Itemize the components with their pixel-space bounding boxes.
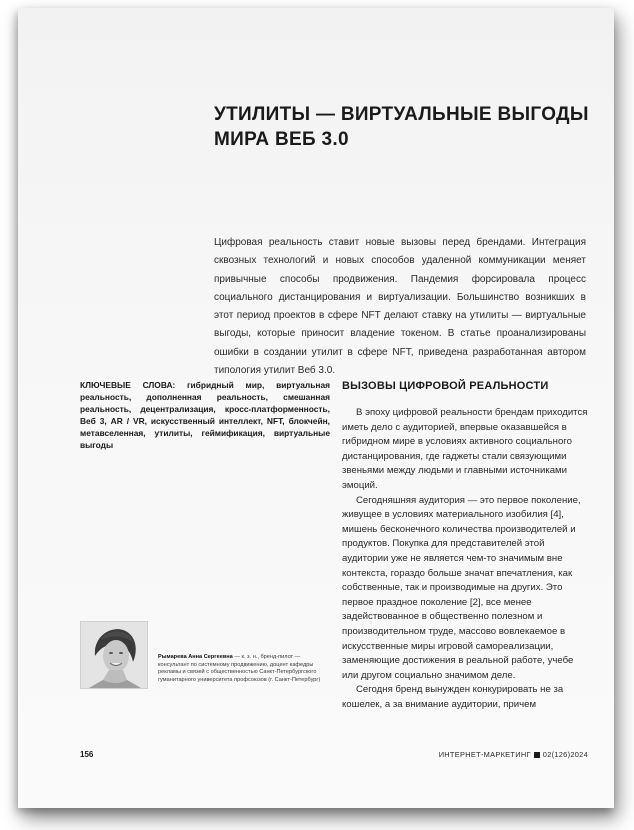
section-title: ВЫЗОВЫ ЦИФРОВОЙ РЕАЛЬНОСТИ bbox=[342, 380, 549, 392]
author-name: Рымарева Анна Сергеевна bbox=[158, 654, 233, 660]
author-portrait-image bbox=[81, 622, 147, 688]
author-description: — к. з. н., бренд-пилот — консультант по системному продвижению, доцент кафедры рекламы и связей с общественностью Санкт-Петербургского гуманитарного университета профсоюзов (г. Санкт-Петербург) bbox=[158, 654, 321, 683]
page-number: 156 bbox=[80, 750, 94, 759]
keywords-block: КЛЮЧЕВЫЕ СЛОВА: гибридный мир, виртуальная реальность, дополненная реальность, смешанная реальность, децентрализация, кросс-платформенность, Веб 3, AR / VR, искусственный интеллект, NFT, блокчейн, метавселенная, утилиты, геймификация, виртуальные выгоды bbox=[80, 380, 330, 450]
body-paragraph: В эпоху цифровой реальности брендам приходится иметь дело с аудиторией, впервые оказавшейся в гибридном мире в условиях активного социального дистанцирования, где гаджеты стали связующими звеньями между людьми и главными источниками эмоций. bbox=[342, 407, 588, 491]
journal-name: ИНТЕРНЕТ-МАРКЕТИНГ bbox=[438, 750, 531, 759]
journal-issue: 02(126)2024 bbox=[542, 750, 588, 759]
body-paragraph: Сегодняшняя аудитория — это первое поколение, живущее в условиях материального изобилия [4], мишень бесконечного количества производителей и продуктов. Покупка для представителей этой аудитории уже не является чем-то значимым вне контекста, гораздо больше значат впечатления, как собственные, так и производимые на других. Это первое праздное поколение [2], все менее задействованное в общественно полезном и производительном труде, массово вовлекаемое в искусственные миры игровой самореализации, заменяющие достижения в реальной работе, учебе или другом социально значимом деле. bbox=[342, 494, 581, 681]
article-title: УТИЛИТЫ — ВИРТУАЛЬНЫЕ ВЫГОДЫ МИРА ВЕБ 3.0 bbox=[214, 104, 589, 150]
journal-footer bbox=[439, 750, 588, 759]
magazine-page bbox=[18, 8, 614, 808]
article-abstract: Цифровая реальность ставит новые вызовы перед брендами. Интеграция сквозных технологий и новых способов удаленной коммуникации меняет привычные способы продвижения. Пандемия форсировала процесс социального дистанцирования и виртуализации. Большинство возникших в этот период проектов в сфере NFT делают ставку на утилиты — виртуальные выгоды, которые приносит владение токеном. В статье проанализированы ошибки в создании утилит в сфере NFT, приведена разработанная автором типология утилит Веб 3.0. bbox=[214, 237, 586, 377]
square-separator-icon bbox=[534, 752, 540, 758]
author-bio bbox=[158, 654, 328, 684]
body-column bbox=[342, 406, 590, 712]
body-paragraph: Сегодня бренд вынужден конкурировать не за кошелек, а за внимание аудитории, причем bbox=[342, 684, 564, 710]
author-photo bbox=[80, 621, 148, 689]
